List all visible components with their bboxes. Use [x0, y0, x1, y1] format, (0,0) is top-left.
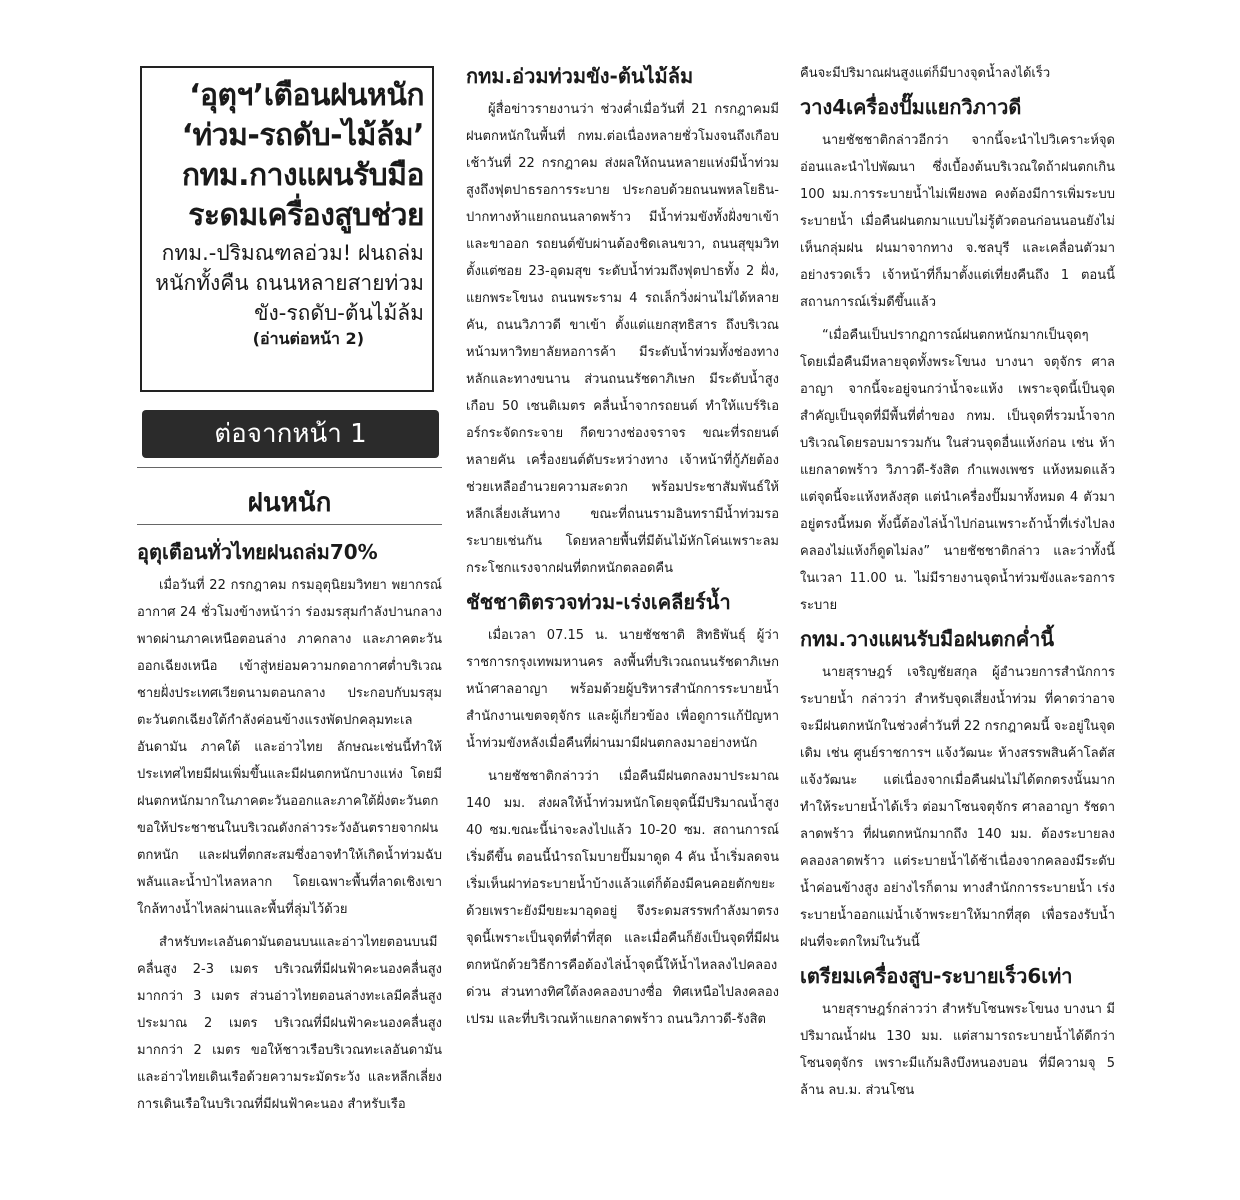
teaser-summary: กทม.-ปริมณฑลอ่วม! ฝนถล่มหนักทั้งคืน ถนนหลายสายท่วมขัง-รถดับ-ต้นไม้ล้ม [155, 241, 424, 325]
teaser-continue-link[interactable]: (อ่านต่อหน้า 2) [252, 329, 364, 348]
article-paragraph: นายชัชชาติกล่าวอีกว่า จากนี้จะนำไปวิเคราะห์จุดอ่อนและนำไปพัฒนา ซึ่งเบื้องต้นบริเวณใดถ้าฝนตกเกิน 100 มม.การระบายน้ำไม่เพียงพอ คงต้องมีการเพิ่มระบบระบายน้ำ เมื่อคืนฝนตกมาแบบไม่รู้ตัวตอนก่อนนอนยังไม่เห็นกลุ่มฝน ฝนมาจากทาง จ.ชลบุรี และเคลื่อนตัวมาอย่างรวดเร็ว เจ้าหน้าที่ก็มาตั้งแต่เที่ยงคืนถึง 1 ตอนนี้สถานการณ์เริ่มดีขึ้นแล้ว [800, 133, 1115, 310]
divider [137, 467, 442, 468]
section-title: ฝนหนัก [247, 488, 332, 518]
article-column-1 [137, 538, 442, 1124]
article-paragraph: คืนจะมีปริมาณฝนสูงแต่ก็มีบางจุดน้ำลงได้เร็ว [800, 66, 1051, 81]
article-paragraph: ผู้สื่อข่าวรายงานว่า ช่วงค่ำเมื่อวันที่ 21 กรกฎาคมมีฝนตกหนักในพื้นที่ กทม.ต่อเนื่องหลายชั่วโมงจนถึงเกือบเช้าวันที่ 22 กรกฎาคม ส่งผลให้ถนนหลายแห่งมีน้ำท่วมสูงถึงฟุตปาธรอการระบาย ประกอบด้วยถนนพหลโยธิน-ปากทางห้าแยกถนนลาดพร้าว มีน้ำท่วมขังทั้งฝั่งขาเข้าและขาออก รถยนต์ขับผ่านต้องชิดเลนขวา, ถนนสุขุมวิท ตั้งแต่ซอย 23-อุดมสุข ระดับน้ำท่วมถึงฟุตปาธทั้ง 2 ฝั่ง, แยกพระโขนง ถนนพระราม 4 รถเล็กวิ่งผ่านไม่ได้หลายคัน, ถนนวิภาวดี ขาเข้า ตั้งแต่แยกสุทธิสาร ถึงบริเวณหน้ามหาวิทยาลัยหอการค้า มีระดับน้ำท่วมทั้งช่องทางหลักและทางขนาน ส่วนถนนรัชดาภิเษก มีระดับน้ำสูงเกือบ 50 เซนติเมตร คลื่นน้ำจากรถยนต์ ทำให้แบร์ริเออร์กระจัดกระจาย กีดขวางช่องจราจร ขณะที่รถยนต์หลายคัน เครื่องยนต์ดับระหว่างทาง เจ้าหน้าที่กู้ภัยต้องช่วยเหลืออำนวยความสะดวก พร้อมประชาสัมพันธ์ให้หลีกเลี่ยงเส้นทาง ขณะที่ถนนรามอินทรามีน้ำท่วมรอระบายเช่นกัน โดยหลายพื้นที่มีต้นไม้หักโค่นเพราะลมกระโชกแรงจากฝนที่ตกหนักตลอดคืน [466, 102, 779, 576]
article-paragraph: นายสุราษฎร์ เจริญชัยสกุล ผู้อำนวยการสำนักการระบายน้ำ กล่าวว่า สำหรับจุดเสี่ยงน้ำท่วม ที่คาดว่าอาจจะมีฝนตกหนักในช่วงค่ำวันที่ 22 กรกฎาคมนี้ จะอยู่ในจุดเดิม เช่น ศูนย์ราชการฯ แจ้งวัฒนะ ห้างสรรพสินค้าโลตัส แจ้งวัฒนะ แต่เนื่องจากเมื่อคืนฝนไม่ได้ตกตรงนั้นมาก ทำให้ระบายน้ำได้เร็ว ต่อมาโซนจตุจักร ศาลอาญา รัชดา ลาดพร้าว ที่ฝนตกหนักมากถึง 140 มม. ต้องระบายลงคลองลาดพร้าว แต่ระบายน้ำได้ช้าเนื่องจากคลองมีระดับน้ำค่อนข้างสูง อย่างไรก็ตาม ทางสำนักการระบายน้ำ เร่งระบายน้ำออกแม่น้ำเจ้าพระยาให้มากที่สุด เพื่อรองรับน้ำฝนที่จะตกใหม่ในวันนี้ [800, 665, 1115, 950]
article-heading: เตรียมเครื่องสูบ-ระบายเร็ว6เท่า [800, 964, 1073, 988]
teaser-headline-line-1: ‘อุตุฯ’เตือนฝนหนัก [189, 78, 424, 113]
article-column-2 [466, 62, 779, 1039]
teaser-headline-line-4: ระดมเครื่องสูบช่วย [188, 198, 424, 233]
article-heading: ชัชชาติตรวจท่วม-เร่งเคลียร์น้ำ [466, 590, 731, 614]
article-paragraph: นายสุราษฎร์กล่าวว่า สำหรับโซนพระโขนง บางนา มีปริมาณน้ำฝน 130 มม. แต่สามารถระบายน้ำได้ดีกว่าโซนจตุจักร เพราะมีแก้มลิงบึงหนองบอน ที่มีความจุ 5 ล้าน ลบ.ม. ส่วนโซน [800, 1002, 1115, 1098]
article-heading: วาง4เครื่องปั๊มแยกวิภาวดี [800, 95, 1022, 119]
divider [137, 524, 442, 525]
article-paragraph: “เมื่อคืนเป็นปรากฏการณ์ฝนตกหนักมากเป็นจุดๆ โดยเมื่อคืนมีหลายจุดทั้งพระโขนง บางนา จตุจักร ศาลอาญา จากนี้จะอยู่จนกว่าน้ำจะแห้ง เพราะจุดนี้เป็นจุดสำคัญเป็นจุดที่มีพื้นที่ต่ำของ กทม. เป็นจุดที่รวมน้ำจากบริเวณโดยรอบมารวมกัน ในส่วนจุดอื่นแห้งก่อน เช่น ห้าแยกลาดพร้าว วิภาวดี-รังสิต กำแพงเพชร แห้งหมดแล้ว แต่จุดนี้จะแห้งหลังสุด แต่นำเครื่องปั๊มมาทั้งหมด 4 ตัวมาอยู่ตรงนี้หมด ทั้งนี้ต้องไล่น้ำไปก่อนเพราะถ้าน้ำที่เร่งไปลงคลองไม่แห้งก็ดูดไม่ลง” นายชัชชาติกล่าว และว่าทั้งนี้ ในเวลา 11.00 น. ไม่มีรายงานจุดน้ำท่วมขังและรอการระบาย [800, 328, 1115, 613]
article-column-3 [800, 60, 1115, 1110]
front-page-teaser-box [140, 66, 434, 392]
teaser-headline-line-2: ‘ท่วม-รถดับ-ไม้ล้ม’ [181, 118, 424, 153]
article-heading: กทม.วางแผนรับมือฝนตกค่ำนี้ [800, 627, 1054, 651]
article-paragraph: เมื่อวันที่ 22 กรกฎาคม กรมอุตุนิยมวิทยา พยากรณ์อากาศ 24 ชั่วโมงข้างหน้าว่า ร่องมรสุมกำลังปานกลางพาดผ่านภาคเหนือตอนล่าง ภาคกลาง และภาคตะวันออกเฉียงเหนือ เข้าสู่หย่อมความกดอากาศต่ำบริเวณชายฝั่งประเทศเวียดนามตอนกลาง ประกอบกับมรสุมตะวันตกเฉียงใต้กำลังค่อนข้างแรงพัดปกคลุมทะเลอันดามัน ภาคใต้ และอ่าวไทย ลักษณะเช่นนี้ทำให้ประเทศไทยมีฝนเพิ่มขึ้นและมีฝนตกหนักบางแห่ง โดยมีฝนตกหนักมากในภาคตะวันออกและภาคใต้ฝั่งตะวันตก ขอให้ประชาชนในบริเวณดังกล่าวระวังอันตรายจากฝนตกหนัก และฝนที่ตกสะสมซึ่งอาจทำให้เกิดน้ำท่วมฉับพลันและน้ำป่าไหลหลาก โดยเฉพาะพื้นที่ลาดเชิงเขาใกล้ทางน้ำไหลผ่านและพื้นที่ลุ่มไว้ด้วย [137, 578, 442, 917]
continued-from-page-banner: ต่อจากหน้า 1 [142, 410, 439, 458]
article-heading: อุตุเตือนทั่วไทยฝนถล่ม70% [137, 540, 378, 564]
article-paragraph: เมื่อเวลา 07.15 น. นายชัชชาติ สิทธิพันธุ์ ผู้ว่าราชการกรุงเทพมหานคร ลงพื้นที่บริเวณถนนรัชดาภิเษก หน้าศาลอาญา พร้อมด้วยผู้บริหารสำนักการระบายน้ำ สำนักงานเขตจตุจักร และผู้เกี่ยวข้อง เพื่อดูการแก้ปัญหาน้ำท่วมขังหลังเมื่อคืนที่ผ่านมามีฝนตกลงมาอย่างหนัก [466, 628, 779, 751]
article-paragraph: สำหรับทะเลอันดามันตอนบนและอ่าวไทยตอนบนมีคลื่นสูง 2-3 เมตร บริเวณที่มีฝนฟ้าคะนองคลื่นสูงมากกว่า 3 เมตร ส่วนอ่าวไทยตอนล่างทะเลมีคลื่นสูงประมาณ 2 เมตร บริเวณที่มีฝนฟ้าคะนองคลื่นสูงมากกว่า 2 เมตร ขอให้ชาวเรือบริเวณทะเลอันดามันและอ่าวไทยเดินเรือด้วยความระมัดระวัง และหลีกเลี่ยงการเดินเรือในบริเวณที่มีฝนฟ้าคะนอง สำหรับเรือ [137, 935, 442, 1112]
article-paragraph: นายชัชชาติกล่าวว่า เมื่อคืนมีฝนตกลงมาประมาณ 140 มม. ส่งผลให้น้ำท่วมหนักโดยจุดนี้มีปริมาณน้ำสูง 40 ซม.ขณะนี้น่าจะลงไปแล้ว 10-20 ซม. สถานการณ์เริ่มดีขึ้น ตอนนี้นำรถโมบายปั๊มมาดูด 4 คัน น้ำเริ่มลดจนเริ่มเห็นฝาท่อระบายน้ำบ้างแล้วแต่ก็ต้องมีคนคอยตักขยะด้วยเพราะยังมีขยะมาอุดอยู่ จึงระดมสรรพกำลังมาตรงจุดนี้เพราะเป็นจุดที่ต่ำที่สุด และเมื่อคืนก็ยังเป็นจุดที่มีฝนตกหนักด้วยวิธีการคือต้องไล่น้ำจุดนี้ให้น้ำไหลลงไปคลองด่วน ส่วนทางทิศใต้ลงคลองบางซื่อ ทิศเหนือไปลงคลองเปรม และที่บริเวณห้าแยกลาดพร้าว ถนนวิภาวดี-รังสิต [466, 769, 779, 1027]
teaser-headline-line-3: กทม.กางแผนรับมือ [181, 158, 424, 193]
article-heading: กทม.อ่วมท่วมขัง-ต้นไม้ล้ม [466, 64, 694, 88]
